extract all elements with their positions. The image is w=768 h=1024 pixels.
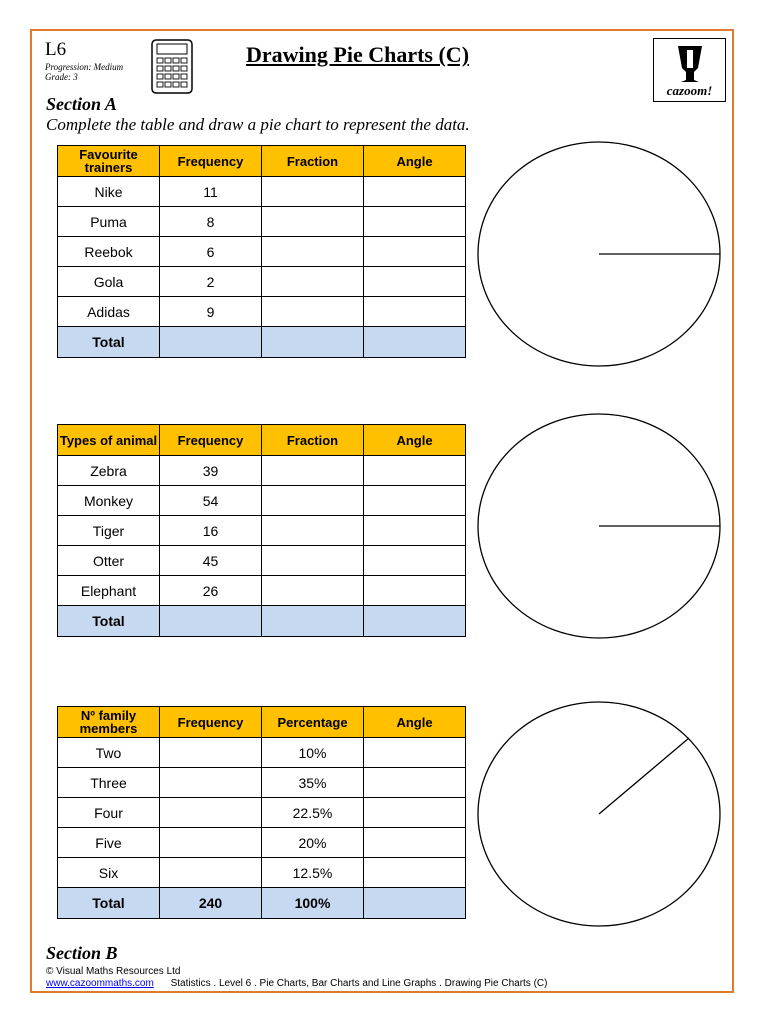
crumb: Statistics bbox=[170, 978, 211, 989]
table-row bbox=[58, 828, 466, 858]
crumb-separator: . bbox=[253, 978, 257, 989]
answer-cell[interactable] bbox=[364, 888, 466, 919]
worksheet-title: Drawing Pie Charts (C) bbox=[246, 42, 470, 67]
table-cell: 8 bbox=[160, 207, 262, 237]
header-cell: Nº family members bbox=[58, 707, 160, 738]
answer-cell[interactable] bbox=[262, 297, 364, 327]
answer-cell[interactable] bbox=[262, 516, 364, 546]
copyright-text: © Visual Maths Resources Ltd bbox=[46, 966, 181, 977]
answer-cell[interactable] bbox=[160, 798, 262, 828]
table-cell: 45 bbox=[160, 546, 262, 576]
total-label: Total bbox=[58, 888, 160, 919]
header-cell: Fraction bbox=[262, 146, 364, 177]
table-cell: 16 bbox=[160, 516, 262, 546]
table-cell: 6 bbox=[160, 237, 262, 267]
table-header-row bbox=[58, 146, 466, 177]
table-cell: 39 bbox=[160, 456, 262, 486]
header-cell: Favourite trainers bbox=[58, 146, 160, 177]
table-row bbox=[58, 768, 466, 798]
header-cell: Fraction bbox=[262, 425, 364, 456]
table-cell: Two bbox=[58, 738, 160, 768]
total-label: Total bbox=[58, 327, 160, 358]
table-row bbox=[58, 177, 466, 207]
animals-table bbox=[57, 424, 466, 637]
table-cell: 20% bbox=[262, 828, 364, 858]
answer-cell[interactable] bbox=[364, 768, 466, 798]
table-row bbox=[58, 546, 466, 576]
table-cell: 26 bbox=[160, 576, 262, 606]
cup-logo-icon bbox=[676, 44, 704, 84]
answer-cell[interactable] bbox=[262, 546, 364, 576]
answer-cell[interactable] bbox=[262, 486, 364, 516]
family-members-table bbox=[57, 706, 466, 919]
section-b-heading: Section B bbox=[46, 943, 118, 963]
table-row bbox=[58, 207, 466, 237]
progression-label: Progression: Medium bbox=[45, 62, 124, 72]
table-row bbox=[58, 486, 466, 516]
answer-cell[interactable] bbox=[262, 177, 364, 207]
total-row bbox=[58, 606, 466, 637]
pie-chart-circle-3[interactable] bbox=[476, 700, 722, 928]
table-row bbox=[58, 297, 466, 327]
answer-cell[interactable] bbox=[262, 267, 364, 297]
answer-cell[interactable] bbox=[160, 858, 262, 888]
logo-text: cazoom! bbox=[666, 83, 713, 98]
cazoom-logo bbox=[653, 38, 726, 102]
answer-cell[interactable] bbox=[160, 738, 262, 768]
answer-cell[interactable] bbox=[262, 207, 364, 237]
section-a-heading: Section A bbox=[46, 94, 117, 114]
header-cell: Percentage bbox=[262, 707, 364, 738]
answer-cell[interactable] bbox=[364, 207, 466, 237]
answer-cell[interactable] bbox=[364, 516, 466, 546]
table-cell: 9 bbox=[160, 297, 262, 327]
table-cell: Four bbox=[58, 798, 160, 828]
total-row bbox=[58, 888, 466, 919]
answer-cell[interactable] bbox=[364, 327, 466, 358]
answer-cell[interactable] bbox=[364, 486, 466, 516]
table-cell: 35% bbox=[262, 768, 364, 798]
answer-cell[interactable] bbox=[262, 606, 364, 637]
table-cell: Five bbox=[58, 828, 160, 858]
answer-cell[interactable] bbox=[160, 327, 262, 358]
calculator-icon bbox=[151, 39, 193, 94]
answer-cell[interactable] bbox=[364, 237, 466, 267]
footer-breadcrumb bbox=[46, 978, 547, 989]
answer-cell[interactable] bbox=[364, 546, 466, 576]
table-row bbox=[58, 858, 466, 888]
table-cell: Nike bbox=[58, 177, 160, 207]
website-link[interactable]: www.cazoommaths.com bbox=[46, 978, 154, 989]
crumb: Pie Charts, Bar Charts and Line Graphs bbox=[259, 978, 437, 989]
table-cell: Three bbox=[58, 768, 160, 798]
answer-cell[interactable] bbox=[364, 267, 466, 297]
header-cell: Angle bbox=[364, 425, 466, 456]
table-header-row bbox=[58, 425, 466, 456]
header-cell: Angle bbox=[364, 707, 466, 738]
table-cell: Otter bbox=[58, 546, 160, 576]
answer-cell[interactable] bbox=[262, 456, 364, 486]
table-cell: 2 bbox=[160, 267, 262, 297]
table-cell: 240 bbox=[160, 888, 262, 919]
level-label: L6 bbox=[45, 39, 67, 60]
header-cell: Frequency bbox=[160, 146, 262, 177]
table-header-row bbox=[58, 707, 466, 738]
table-row bbox=[58, 237, 466, 267]
table-cell: Elephant bbox=[58, 576, 160, 606]
table-row bbox=[58, 456, 466, 486]
trainers-table bbox=[57, 145, 466, 358]
total-label: Total bbox=[58, 606, 160, 637]
table-cell: Gola bbox=[58, 267, 160, 297]
table-cell: Tiger bbox=[58, 516, 160, 546]
table-cell: 100% bbox=[262, 888, 364, 919]
table-cell: Six bbox=[58, 858, 160, 888]
crumb-separator: . bbox=[439, 978, 442, 989]
crumb: Drawing Pie Charts (C) bbox=[444, 978, 548, 989]
header-cell: Angle bbox=[364, 146, 466, 177]
crumb: Level 6 bbox=[218, 978, 252, 989]
header-cell: Frequency bbox=[160, 707, 262, 738]
table-cell: Reebok bbox=[58, 237, 160, 267]
answer-cell[interactable] bbox=[160, 768, 262, 798]
total-row bbox=[58, 327, 466, 358]
answer-cell[interactable] bbox=[364, 738, 466, 768]
pie-chart-circle-1[interactable] bbox=[476, 140, 722, 368]
answer-cell[interactable] bbox=[160, 606, 262, 637]
header-cell: Types of animal bbox=[58, 425, 160, 456]
table-cell: 22.5% bbox=[262, 798, 364, 828]
table-cell: 10% bbox=[262, 738, 364, 768]
answer-cell[interactable] bbox=[364, 177, 466, 207]
table-row bbox=[58, 798, 466, 828]
answer-cell[interactable] bbox=[364, 576, 466, 606]
answer-cell[interactable] bbox=[364, 798, 466, 828]
table-row bbox=[58, 267, 466, 297]
answer-cell[interactable] bbox=[262, 327, 364, 358]
answer-cell[interactable] bbox=[160, 828, 262, 858]
table-cell: 11 bbox=[160, 177, 262, 207]
table-cell: Adidas bbox=[58, 297, 160, 327]
table-cell: Monkey bbox=[58, 486, 160, 516]
answer-cell[interactable] bbox=[262, 576, 364, 606]
header-cell: Frequency bbox=[160, 425, 262, 456]
grade-label: Grade: 3 bbox=[45, 72, 78, 82]
table-row bbox=[58, 738, 466, 768]
table-cell: 12.5% bbox=[262, 858, 364, 888]
answer-cell[interactable] bbox=[364, 297, 466, 327]
table-cell: Puma bbox=[58, 207, 160, 237]
answer-cell[interactable] bbox=[364, 456, 466, 486]
crumb-separator: . bbox=[213, 978, 217, 989]
answer-cell[interactable] bbox=[364, 606, 466, 637]
pie-chart-circle-2[interactable] bbox=[476, 413, 722, 641]
instruction-text: Complete the table and draw a pie chart to represent the data. bbox=[46, 115, 470, 134]
table-cell: Zebra bbox=[58, 456, 160, 486]
answer-cell[interactable] bbox=[364, 858, 466, 888]
answer-cell[interactable] bbox=[364, 828, 466, 858]
table-row bbox=[58, 576, 466, 606]
answer-cell[interactable] bbox=[262, 237, 364, 267]
table-row bbox=[58, 516, 466, 546]
table-cell: 54 bbox=[160, 486, 262, 516]
